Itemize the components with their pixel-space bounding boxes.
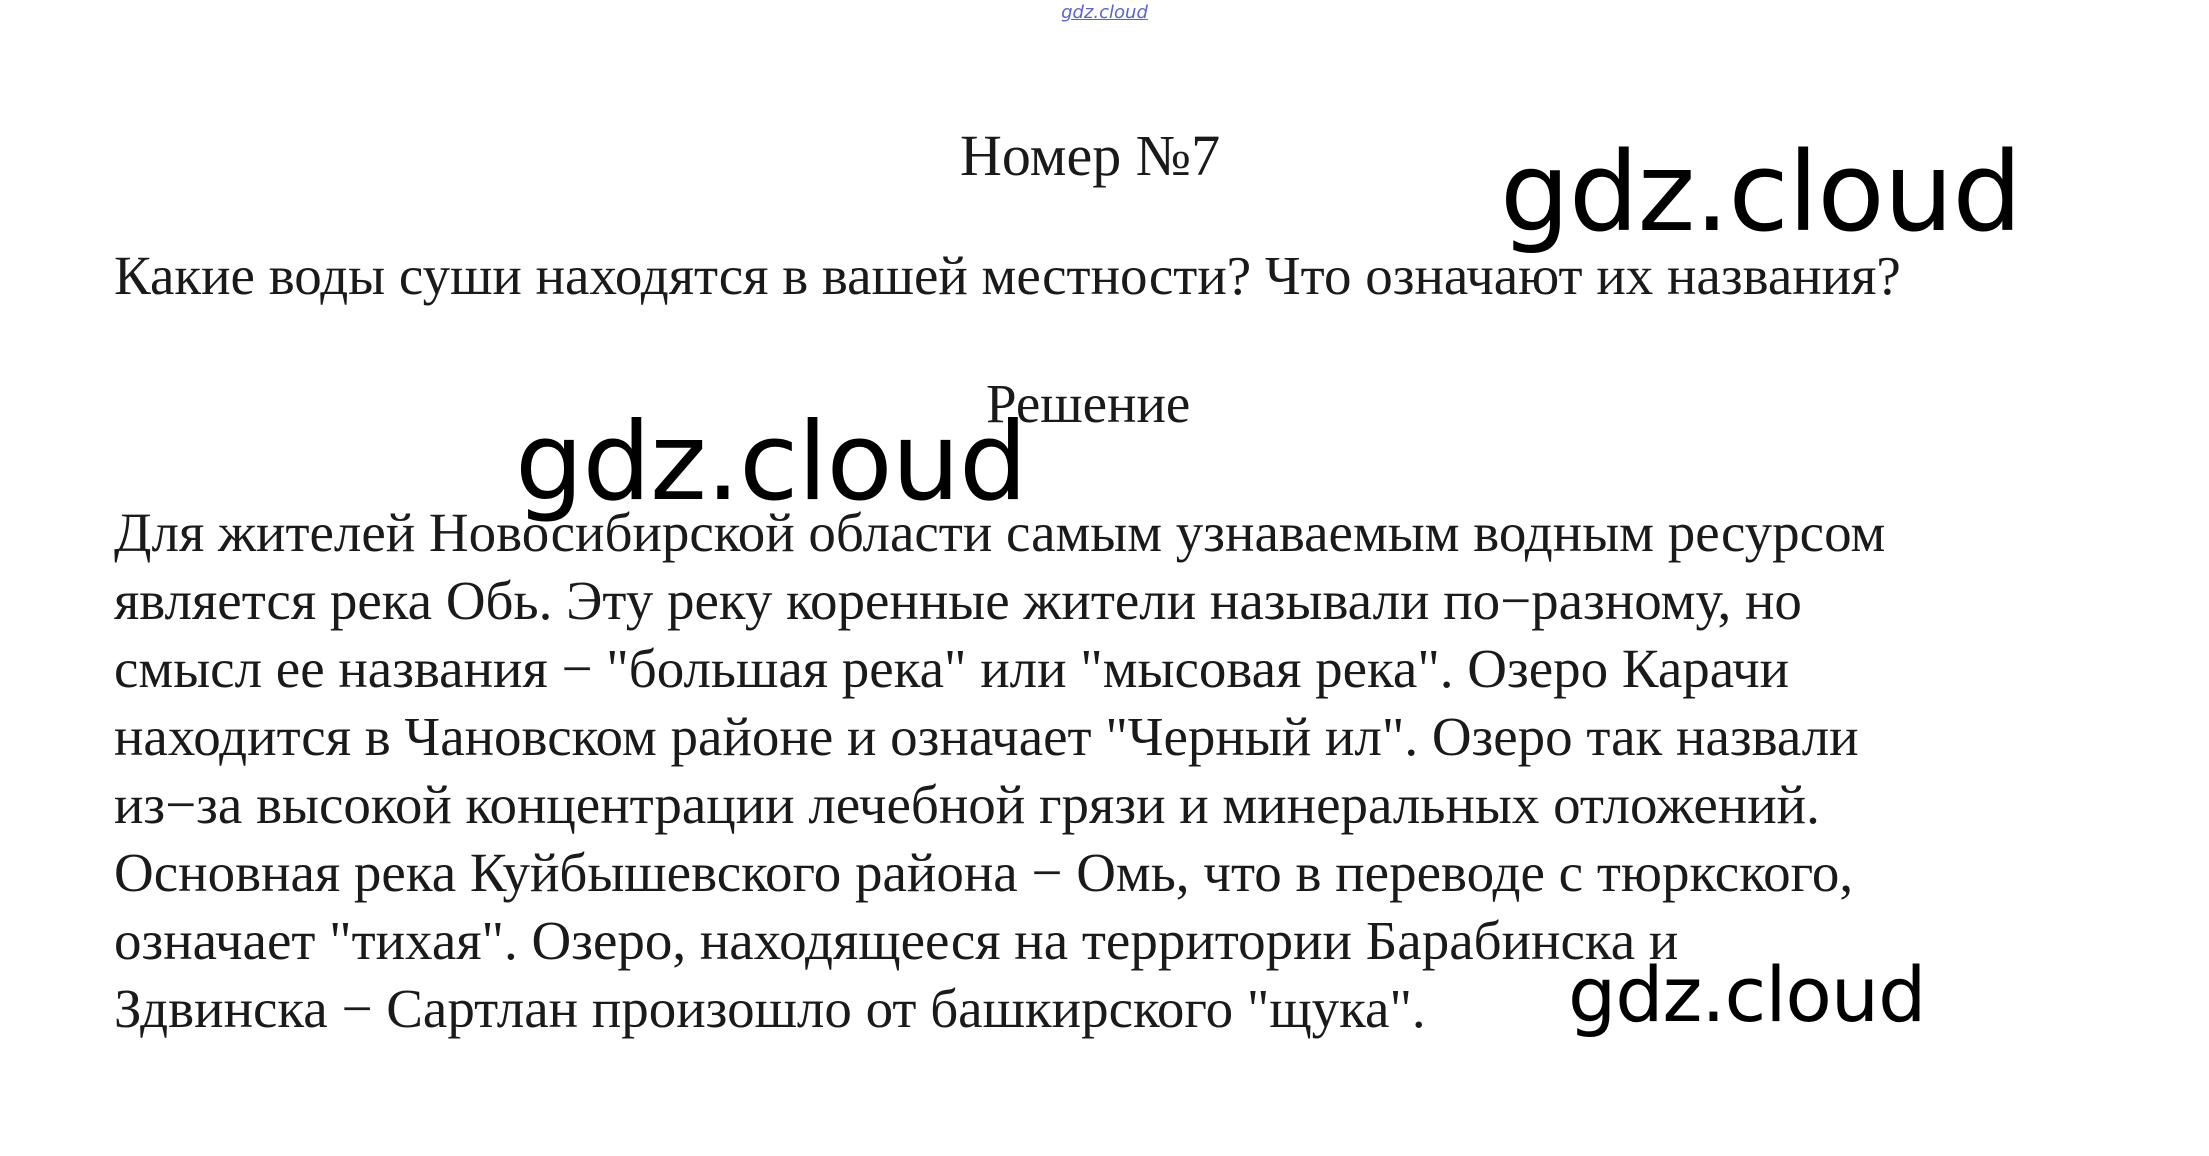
answer-line: из−за высокой концентрации лечебной грязи и минеральных отложений. xyxy=(114,774,1820,835)
answer-line: означает "тихая". Озеро, находящееся на территории Барабинска и xyxy=(114,910,1679,971)
answer-line: Для жителей Новосибирской области самым узнаваемым водным ресурсом xyxy=(114,502,1886,563)
answer-line: смысл ее названия − "большая река" или "мысовая река". Озеро Карачи xyxy=(114,638,1790,699)
watermark: gdz.cloud xyxy=(1500,128,2022,256)
watermark: gdz.cloud xyxy=(1568,950,1926,1039)
question-text: Какие воды суши находятся в вашей местности? Что означают их названия? xyxy=(114,245,1901,306)
answer-line: является река Обь. Эту реку коренные жители называли по−разному, но xyxy=(114,570,1802,631)
answer-line: Основная река Куйбышевского района − Омь, что в переводе с тюркского, xyxy=(114,842,1854,903)
top-watermark-link[interactable]: gdz.cloud xyxy=(1061,2,1148,23)
exercise-heading: Номер №7 xyxy=(960,123,1221,188)
solution-label: Решение xyxy=(986,373,1191,434)
answer-line: Здвинска − Сартлан произошло от башкирского "щука". xyxy=(114,978,1426,1039)
answer-line: находится в Чановском районе и означает "Черный ил". Озеро так назвали xyxy=(114,706,1859,767)
watermark: gdz.cloud xyxy=(515,400,1027,525)
